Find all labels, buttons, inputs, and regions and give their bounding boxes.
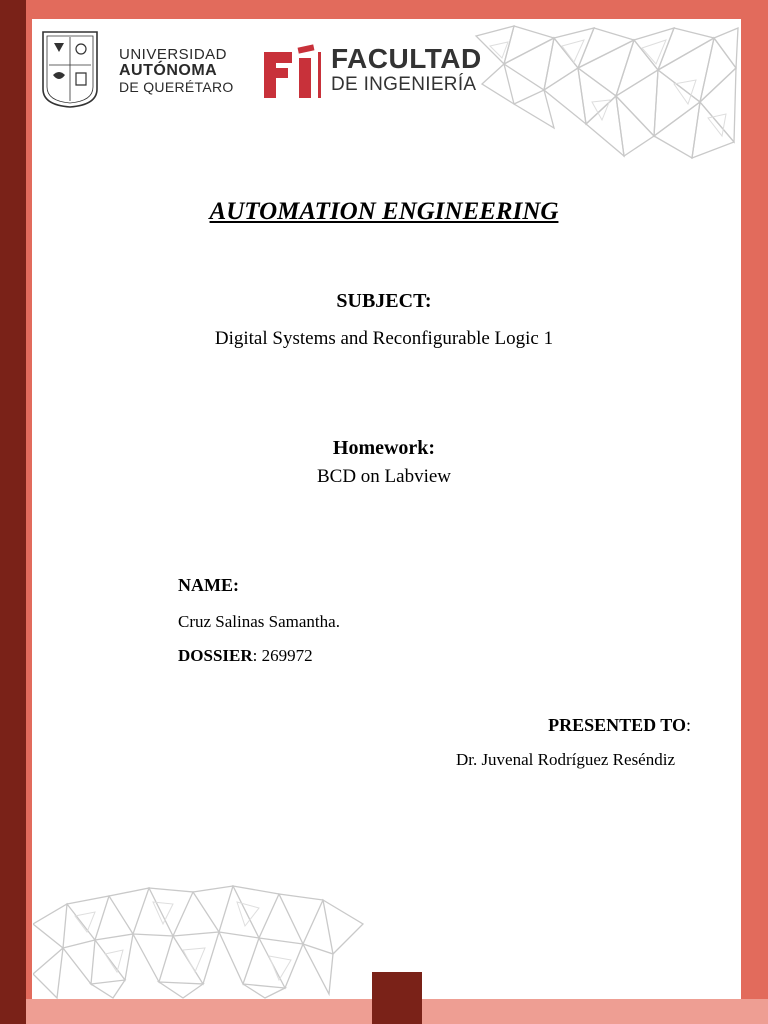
subject-label: SUBJECT: (336, 290, 432, 312)
university-seal-icon (40, 29, 100, 109)
presented-to-label: PRESENTED TO (548, 715, 686, 735)
homework-label: Homework: (332, 437, 436, 459)
university-line-3: DE QUERÉTARO (119, 79, 234, 95)
dossier-label: DOSSIER (178, 646, 253, 665)
frame-left-light-bar (26, 19, 32, 999)
university-line-1: UNIVERSIDAD (119, 46, 228, 63)
frame-bottom-corner (0, 999, 26, 1024)
subject-value: Digital Systems and Reconfigurable Logic 1 (214, 328, 554, 349)
frame-right-bar (741, 19, 768, 999)
faculty-logo-icon (262, 44, 324, 100)
triangle-pattern-bottom (33, 884, 373, 999)
presenter-name: Dr. Juvenal Rodríguez Reséndiz (455, 750, 675, 769)
dossier-line (178, 646, 313, 666)
faculty-line-1: FACULTAD (331, 43, 482, 74)
dossier-value: : 269972 (252, 646, 313, 665)
name-label: NAME: (178, 575, 239, 595)
bottom-tab-decoration (372, 972, 422, 1024)
university-line-2: AUTÓNOMA (119, 62, 218, 79)
triangle-pattern-top (474, 24, 740, 160)
faculty-name (331, 44, 482, 96)
homework-value: BCD on Labview (316, 466, 452, 487)
presented-to-line (548, 715, 691, 736)
document-title: AUTOMATION ENGINEERING (209, 198, 559, 225)
frame-left-dark-bar (0, 0, 26, 1024)
faculty-line-2: DE INGENIERÍA (331, 74, 477, 95)
university-name (119, 47, 234, 95)
name-value: Cruz Salinas Samantha. (178, 612, 340, 631)
presented-to-colon: : (685, 715, 691, 735)
frame-top-bar (0, 0, 768, 19)
